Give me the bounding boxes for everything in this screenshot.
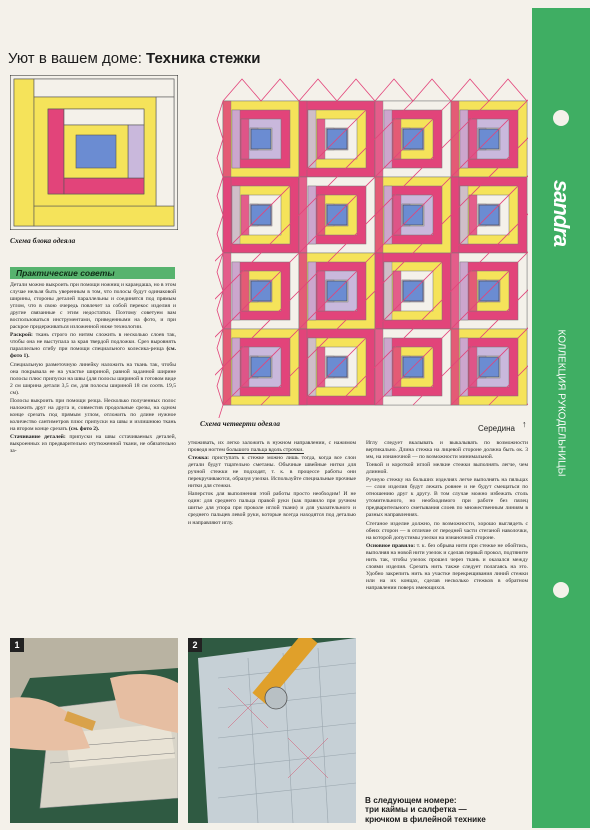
paragraph: Иглу следует вкалывать и выкалывать по возможности вертикально. Длина стежка на лицевой стороне должна быть ок. 3 мм, на изнаночной — по возможности минимальной. xyxy=(366,440,528,461)
term-cutting: Раскрой: xyxy=(10,332,33,339)
photo-2 xyxy=(188,638,356,823)
block-scheme-diagram xyxy=(10,75,178,230)
quarter-scheme-caption: Схема четверти одеяла xyxy=(200,419,280,428)
quilt-quarter-diagram xyxy=(215,75,528,418)
next-issue-line: три каймы и салфетка — xyxy=(365,805,467,815)
next-issue-teaser xyxy=(365,796,535,824)
middle-label: Середина xyxy=(478,424,515,433)
binder-hole xyxy=(553,110,569,126)
paragraph: Основное правило: т. к. без обрыва нити при стежке не обойтись, выполняя на новой нити узелок и сделав первый прокол, подтяните нить так, чтобы узелок прошел через ткань и оказался между слоями изделия. Срезать нить также следует полагаясь на это. Удобно закрепить нить на участке перекрещивания линий стежки или на их концах, сделав несколько стежков в обратном направлении поверх имеющихся. xyxy=(366,542,528,591)
collection-label: КОЛЛЕКЦИЯ РУКОДЕЛЬНИЦЫ xyxy=(555,329,567,477)
photo-1-number: 1 xyxy=(10,638,24,652)
header-topic: Техника стежки xyxy=(146,50,261,67)
middle-text-column xyxy=(188,440,356,633)
right-text-column xyxy=(366,440,528,792)
paragraph: Ручную стежку на больших изделиях легче выполнять на пяльцах — слои изделия будут лежать ровнее и не будут смещаться по отношению друг к другу. В том случае можно избежать столь утомительного, но необходимого при работе без пялец предварительного сметывания слоев по множественным линиям в разных направлениях. xyxy=(366,477,528,519)
header-section: Уют в вашем доме: xyxy=(8,50,147,67)
paragraph: Детали можно выкроить при помощи ножниц и карандаша, но в этом случае нельзя быть уверенным в том, что полосы будут одинаковой ширины, стороны деталей параллельны и соединятся под прямым углом, что в свою очередь повлечет за собой перекос изделия и другие связанные с этим недостатки. Поэтому советуем вам воспользоваться инструментами, приведенными на фото, и при раскрое придерживаться изложенной ниже технологии. xyxy=(10,282,176,331)
paragraph: Наперсток для выполнения этой работы просто необходим! И не один: для среднего пальца правой руки (как правило при ручном шитье для упора при проколе иглой ткани) и для указательного и среднего пальцев левой руки, которые всегда находятся под деталью и направляют иглу. xyxy=(188,491,356,526)
left-text-column xyxy=(10,282,176,634)
photo-cutting-illustration xyxy=(10,638,178,823)
paragraph: Специальную разметочную линейку наложить на ткань так, чтобы она покрывала ее на участке шириной, равной заданной ширине полосы плюс припуски на швы (для полосы шириной в готовом виде 2 см ширина детали 3,5 см, для полосы шириной 18 см соотв. 19,5 см). xyxy=(10,361,176,396)
term-quilting: Стежка: xyxy=(188,455,210,462)
paragraph: Тонкой и короткой иглой мелкие стежки выполнять легче, чем длинной. xyxy=(366,462,528,476)
next-issue-line: В следующем номере: xyxy=(365,796,457,805)
magazine-sidebar xyxy=(532,8,590,828)
paragraph: Стежка: приступать к стежке можно лишь тогда, когда все слои детали будут тщательно сметаны. Обычные швейные нитки для ручной стежки не подходят, т. к. в процессе работы они перекручиваются, образуя узелки. Используйте специальные прочные нитки для стежки. xyxy=(188,455,356,490)
photo-1 xyxy=(10,638,178,823)
binder-hole xyxy=(553,582,569,598)
next-issue-line: крючком в филейной технике xyxy=(365,814,486,824)
quilt-block xyxy=(223,101,299,177)
paragraph: Раскрой: ткань строго по нитям сложить в несколько слоев так, чтобы она не выступала за края твердой подложки. Срез выровнять параллельно сгибу при помощи специального колесика-резца (см. фото 1). xyxy=(10,332,176,360)
term-main-rule: Основное правило: xyxy=(366,542,416,549)
paragraph: Полосы выкроить при помощи резца. Несколько полученных полос наложить друг на друга и, совместив продольные срезы, на одном конце срезать под прямым углом, отложить по длине нужное количество сантиметров плюс припуски на швы и излишнюю ткань на втором конце срезать (см. фото 2). xyxy=(10,397,176,432)
paragraph: Стеганое изделие должно, по возможности, хорошо выглядеть с обеих сторон — в отличие от передней части стеганой наволочки, на которой допустимы узелки на изнаночной стороне. xyxy=(366,520,528,541)
middle-arrow-icon: ↑ xyxy=(522,419,527,429)
term-sewing: Стачивание деталей: xyxy=(10,433,66,440)
paragraph: Стачивание деталей: припуски на швы сстачиваемых деталей, выкроенных из предварительно отутюженной ткани, не обязательно за- xyxy=(10,433,176,455)
practical-tips-heading: Практические советы xyxy=(10,267,175,279)
block-scheme-caption: Схема блока одеяла xyxy=(10,236,76,245)
paragraph: утюживать, их легко заложить в нужном направлении, с нажимом проведя ногтем большого пальца вдоль строчки. xyxy=(188,440,356,454)
photo-ruler-illustration xyxy=(188,638,356,823)
photo-2-number: 2 xyxy=(188,638,202,652)
page-header xyxy=(8,50,533,67)
brand-logo: sandra xyxy=(549,179,574,247)
